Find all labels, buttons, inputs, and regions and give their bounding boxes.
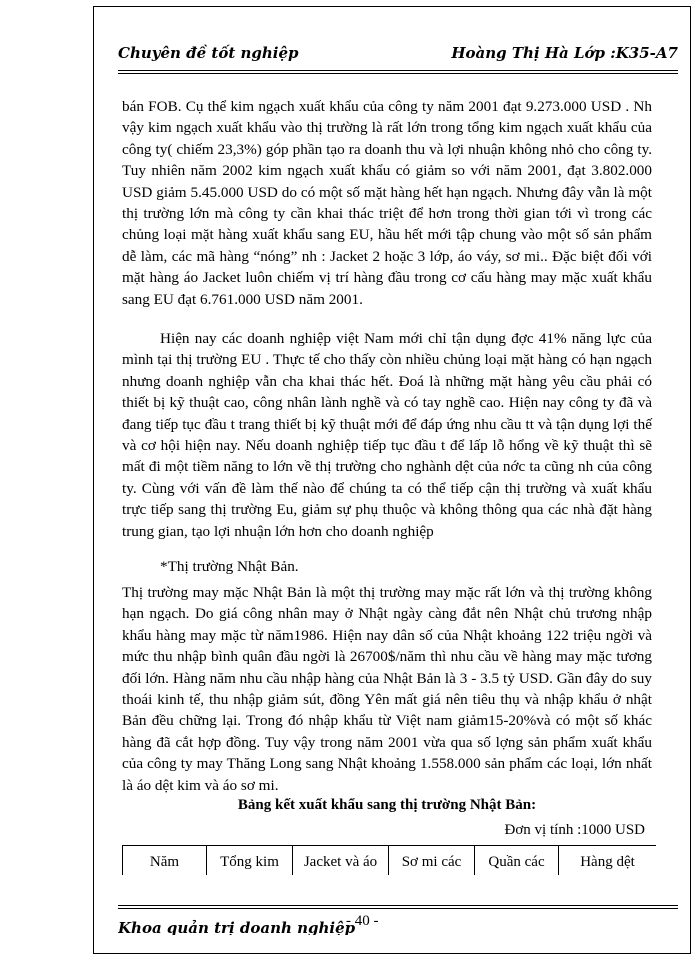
export-table-grid [122, 845, 656, 875]
table-header-row [123, 846, 657, 876]
column-header-knitwear: Hàng dệt [559, 846, 657, 876]
page-number: - 40 - [346, 913, 379, 929]
paragraph-text: Thị trường may mặc Nhật Bản là một thị trường may mặc rất lớn và thị trường không hạn ngạch. Do giá công nhân may ở Nhật ngày càng đắt nên Nhật chủ trương nhập khẩu hàng may mặc từ năm1986. Hiện nay dân số của Nhật khoảng 122 triệu ngời và mức thu nhập bình quân đầu ngời là 26700$/năm thì nhu cầu về hàng may mặc tương đối lớn. Hàng năm nhu cầu nhập hàng của Nhật Bản là 3 - 3.5 tỷ USD. Gần đây do suy thoái kinh tế, thu nhập giảm sút, đồng Yên mất giá nên tiêu thụ và nhập khẩu ở nhật Bản đều chững lại. Trong đó nhập khẩu từ Việt nam giảm15-20%và có một số khác hàng đã cắt hợp đồng. Tuy vậy trong năm 2001 vừa qua số lợng sản phẩm xuất khẩu của công ty may Thăng Long sang Nhật khoảng 1.558.000 sản phẩm các loại, lớn nhất là áo dệt kim và áo sơ mi. [122, 584, 652, 794]
paragraph-eu-capacity [122, 328, 652, 542]
table-unit: Đơn vị tính :1000 USD [504, 822, 645, 838]
header-rule [118, 70, 678, 71]
footer-rule-secondary [118, 908, 678, 909]
paragraph-text: bán FOB. Cụ thể kim ngạch xuất khẩu của công ty năm 2001 đạt 9.273.000 USD . Nh vậy kim ngạch xuất khẩu vào thị trường là rất lớn trong tổng kim ngạch xuất khẩu của công ty( chiếm 23,3%) góp phần tạo ra doanh thu và lợi nhuận không nhỏ cho công ty. Tuy nhiên năm 2002 kim ngạch xuất khẩu có giảm so với năm 2001, đạt 3.802.000 USD giảm 5.45.000 USD do có một số mặt hàng hết hạn ngạch. Nhưng đây vẫn là một thị trường lớn mà công ty cần khai thác triệt để hơn trong thời gian tới vì trong các chủng loại mặt hàng xuất khẩu sang EU, hầu hết mới tập chung vào một số sản phẩm dễ làm, các mã hàng “nóng” nh : Jacket 2 hoặc 3 lớp, áo váy, sơ mi.. Đặc biệt đối với mặt hàng áo Jacket luôn chiếm vị trí hàng đầu trong cơ cấu hàng may mặc xuất khẩu sang EU đạt 6.761.000 USD năm 2001. [122, 98, 652, 308]
paragraph-japan-market [122, 582, 652, 796]
table-title: Bảng kết xuất khẩu sang thị trường Nhật Bản: [237, 797, 537, 813]
page-footer [118, 905, 678, 945]
paragraph-text: Hiện nay các doanh nghiệp việt Nam mới chỉ tận dụng đợc 41% năng lực của mình tại thị trường EU . Thực tế cho thấy còn nhiều chủng loại mặt hàng có hạn ngạch nhưng doanh nghiệp vẫn cha khai thác hết. Đoá là những mặt hàng yêu cầu phải có thiết bị kỹ thuật cao, công nhân lành nghề và có tay nghề cao. Hiện nay công ty đã và đang tiếp tục đầu t trang thiết bị kỹ thuật mới để đáp ứng nhu cầu tt và tận dụng lợi thế và cơ hội hiện nay. Nếu doanh nghiệp tiếp tục đầu t để lấp lỗ hổng về kỹ thuật thì sẽ mất đi một tiềm năng to lớn về thị trường cho nghành dệt của nớc ta cũng nh của công ty. Cùng với vấn đề làm thế nào để chúng ta có thể tiếp cận thị trường và xuất khẩu trực tiếp sang thị trường Eu, giảm sự phụ thuộc và không thông qua các nhà đặt hàng trung gian, tạo lợi nhuận lớn hơn cho doanh nghiệp [122, 330, 652, 540]
column-header-total: Tổng kim [207, 846, 293, 876]
header-right-text: Hoàng Thị Hà Lớp :K35-A7 [451, 44, 678, 62]
column-header-shirt: Sơ mi các [389, 846, 475, 876]
header-left-text: Chuyên đề tốt nghiệp [118, 44, 299, 62]
section-heading-japan [160, 556, 640, 577]
column-header-jacket: Jacket và áo [293, 846, 389, 876]
heading-text: *Thị trường Nhật Bản. [160, 558, 299, 575]
page-header [118, 40, 678, 70]
paragraph-eu-export [122, 96, 652, 310]
column-header-year: Năm [123, 846, 207, 876]
column-header-trousers: Quần các [475, 846, 559, 876]
footer-left-text: Khoa quản trị doanh nghiệp [118, 919, 356, 935]
export-table [122, 845, 656, 875]
header-rule-secondary [118, 73, 678, 74]
footer-rule [118, 905, 678, 906]
